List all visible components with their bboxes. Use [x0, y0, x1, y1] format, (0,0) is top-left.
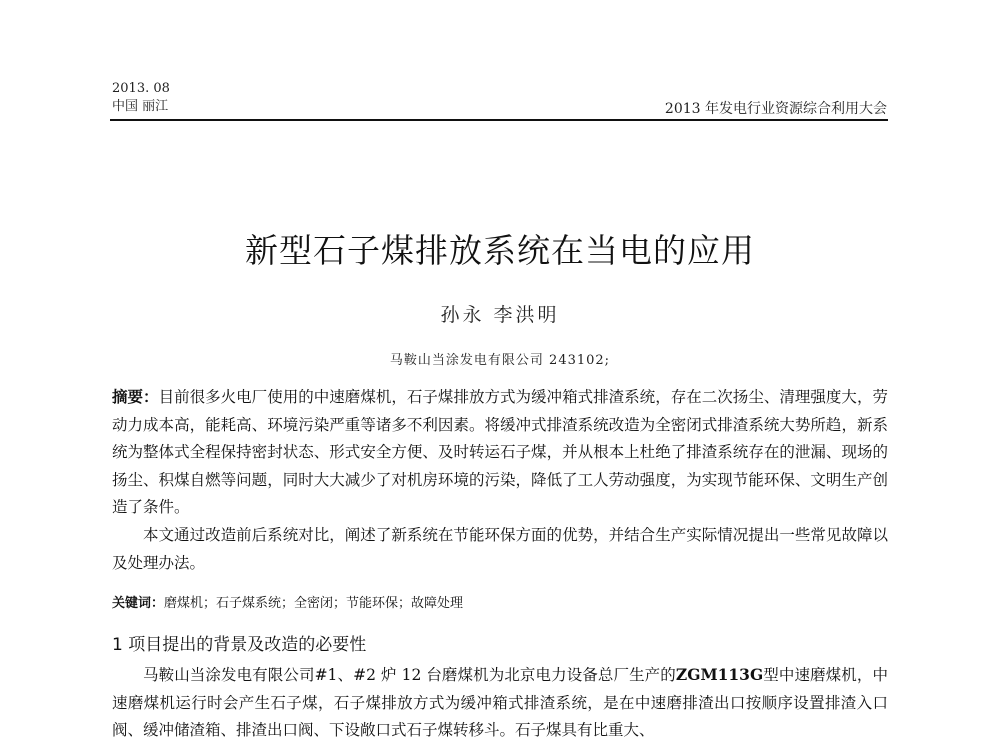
header-conference-name: 2013 年发电行业资源综合利用大会 — [664, 101, 887, 117]
keywords-label: 关键词： — [112, 596, 165, 611]
abstract-second-paragraph: 本文通过改造前后系统对比，阐述了新系统在节能环保方面的优势，并结合生产实际情况提出一些常见故障以及处理办法。 — [112, 526, 888, 572]
keywords-line — [112, 592, 463, 611]
paper-title: 新型石子煤排放系统在当电的应用 — [245, 231, 755, 270]
section-text-part-a: 马鞍山当涂发电有限公司 — [143, 666, 315, 684]
section-text-part-d: 型中速磨煤机，中速磨煤机运行时会产生石子煤，石子煤排放方式为缓冲箱式排渣系统，是在中速磨排渣出口按顺序设置排渣入口阀、缓冲储渣箱、排渣出口阀、下设敞口式石子煤转移斗。石子煤具有比重大、 — [112, 666, 888, 739]
running-header-left — [112, 80, 170, 116]
section-model-number: ZGM113G — [675, 665, 764, 684]
header-date: 2013. 08 — [112, 81, 170, 96]
section-heading: 1 项目提出的背景及改造的必要性 — [112, 635, 367, 655]
keywords-text: 磨煤机；石子煤系统；全密闭；节能环保；故障处理 — [164, 596, 464, 611]
abstract-text: 目前很多火电厂使用的中速磨煤机，石子煤排放方式为缓冲箱式排渣系统，存在二次扬尘、清理强度大，劳动力成本高，能耗高、环境污染严重等诸多不利因素。将缓冲式排渣系统改造为全密闭式排渣系统大势所趋，新系统为整体式全程保持密封状态、形式安全方便、及时转运石子煤，并从根本上杜绝了排渣系统存在的泄漏、现场的扬尘、积煤自燃等问题，同时大大减少了对机房环境的污染，降低了工人劳动强度，为实现节能环保、文明生产创造了条件。 — [112, 388, 888, 516]
abstract-paragraph — [112, 383, 888, 522]
header-divider — [110, 119, 888, 121]
section-text-part-b: #1、#2 炉 12 台磨煤机为北京电力设备总厂生产的 — [314, 666, 676, 684]
paper-authors: 孙永 李洪明 — [440, 304, 560, 326]
header-location: 中国 丽江 — [112, 99, 169, 114]
paper-affiliation: 马鞍山当涂发电有限公司 243102; — [389, 353, 611, 368]
abstract-label: 摘要： — [112, 387, 159, 406]
section-body-paragraph — [112, 661, 888, 745]
